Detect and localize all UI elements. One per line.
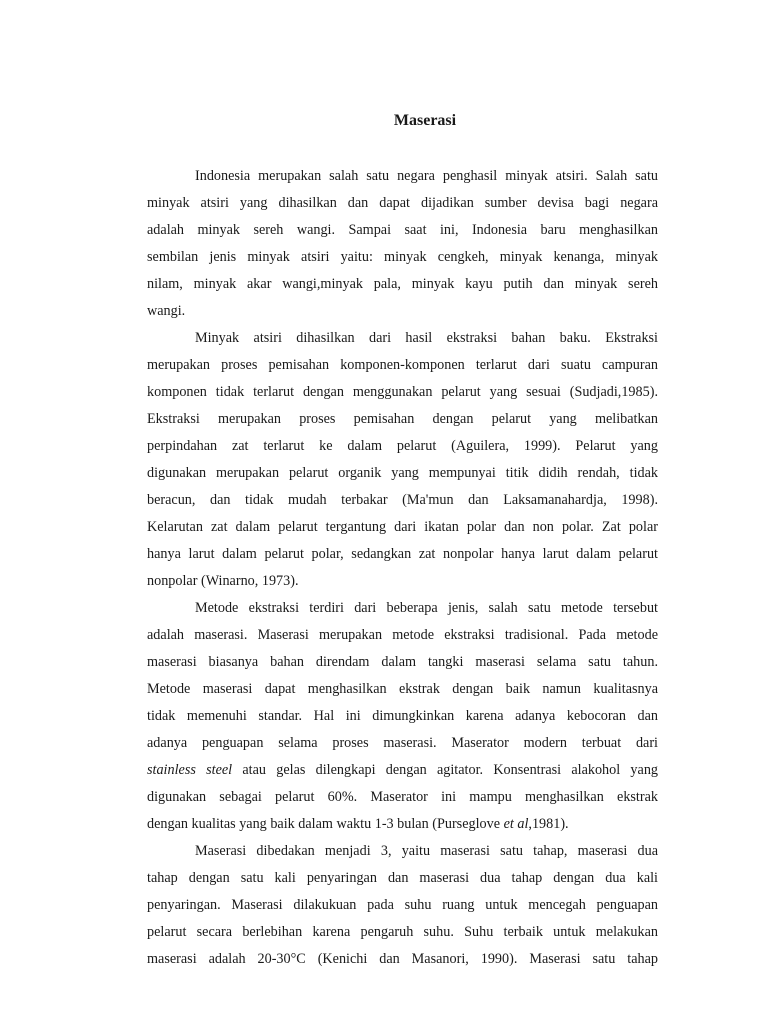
text-line: [147, 703, 658, 730]
line-text: atau gelas dilengkapi dengan agitator. Konsentrasi alakohol yang: [232, 762, 658, 778]
line-text: merupakan proses pemisahan komponen-komponen terlarut dari suatu campuran: [147, 357, 658, 373]
text-line: [147, 460, 658, 487]
text-line: [147, 568, 658, 595]
italic-term: et al: [503, 816, 529, 832]
line-text: perpindahan zat terlarut ke dalam pelarut (Aguilera, 1999). Pelarut yang: [147, 438, 658, 454]
line-text: dengan kualitas yang baik dalam waktu 1-3 bulan (Purseglove: [147, 816, 504, 832]
paragraph: [147, 325, 658, 595]
line-text: Indonesia merupakan salah satu negara penghasil minyak atsiri. Salah satu: [195, 168, 658, 184]
line-text: digunakan merupakan pelarut organik yang mempunyai titik didih rendah, tidak: [147, 465, 658, 481]
line-text: Metode maserasi dapat menghasilkan ekstrak dengan baik namun kualitasnya: [147, 681, 658, 697]
line-text: adalah maserasi. Maserasi merupakan metode ekstraksi tradisional. Pada metode: [147, 627, 658, 643]
paragraph: [147, 838, 658, 973]
text-line: [147, 298, 658, 325]
text-line: [147, 190, 658, 217]
text-line: [147, 730, 658, 757]
line-text: tidak memenuhi standar. Hal ini dimungkinkan karena adanya kebocoran dan: [147, 708, 658, 724]
line-text: adalah minyak sereh wangi. Sampai saat ini, Indonesia baru menghasilkan: [147, 222, 658, 238]
line-text: maserasi adalah 20-30°C (Kenichi dan Masanori, 1990). Maserasi satu tahap: [147, 951, 658, 967]
text-line: [147, 622, 658, 649]
text-line: [147, 433, 658, 460]
text-line: [147, 487, 658, 514]
text-line: [147, 514, 658, 541]
line-text: Kelarutan zat dalam pelarut tergantung dari ikatan polar dan non polar. Zat polar: [147, 519, 658, 535]
line-text: maserasi biasanya bahan direndam dalam tangki maserasi selama satu tahun.: [147, 654, 658, 670]
line-text: tahap dengan satu kali penyaringan dan maserasi dua tahap dengan dua kali: [147, 870, 658, 886]
line-text: pelarut secara berlebihan karena pengaruh suhu. Suhu terbaik untuk melakukan: [147, 924, 658, 940]
line-text: beracun, dan tidak mudah terbakar (Ma'mun dan Laksamanahardja, 1998).: [147, 492, 658, 508]
line-text: minyak atsiri yang dihasilkan dan dapat dijadikan sumber devisa bagi negara: [147, 195, 658, 211]
line-text: digunakan sebagai pelarut 60%. Maserator ini mampu menghasilkan ekstrak: [147, 789, 658, 805]
text-line: [147, 163, 658, 190]
text-line: [147, 352, 658, 379]
text-line: [147, 595, 658, 622]
line-text: ,1981).: [528, 816, 569, 832]
document-body: [147, 163, 658, 973]
line-text: sembilan jenis minyak atsiri yaitu: minyak cengkeh, minyak kenanga, minyak: [147, 249, 658, 265]
text-line: [147, 244, 658, 271]
text-line: [147, 379, 658, 406]
text-line: [147, 892, 658, 919]
text-line: [147, 757, 658, 784]
line-text: hanya larut dalam pelarut polar, sedangkan zat nonpolar hanya larut dalam pelarut: [147, 546, 658, 562]
paragraph: [147, 595, 658, 838]
line-text: wangi.: [147, 303, 186, 319]
line-text: komponen tidak terlarut dengan menggunakan pelarut yang sesuai (Sudjadi,1985).: [147, 384, 658, 400]
paragraph: [147, 163, 658, 325]
text-line: [147, 406, 658, 433]
text-line: [147, 784, 658, 811]
text-line: [147, 838, 658, 865]
line-text: Metode ekstraksi terdiri dari beberapa jenis, salah satu metode tersebut: [195, 600, 658, 616]
italic-term: stainless steel: [147, 762, 233, 778]
text-line: [147, 325, 658, 352]
page-title: Maserasi: [393, 112, 457, 129]
line-text: nonpolar (Winarno, 1973).: [147, 573, 299, 589]
text-line: [147, 541, 658, 568]
text-line: [147, 919, 658, 946]
line-text: nilam, minyak akar wangi,minyak pala, minyak kayu putih dan minyak sereh: [147, 276, 658, 292]
text-line: [147, 217, 658, 244]
line-text: adanya penguapan selama proses maserasi. Maserator modern terbuat dari: [147, 735, 658, 751]
text-line: [147, 865, 658, 892]
text-line: [147, 811, 658, 838]
text-line: [147, 946, 658, 973]
line-text: Ekstraksi merupakan proses pemisahan dengan pelarut yang melibatkan: [147, 411, 658, 427]
line-text: penyaringan. Maserasi dilakukuan pada suhu ruang untuk mencegah penguapan: [147, 897, 658, 913]
line-text: Minyak atsiri dihasilkan dari hasil ekstraksi bahan baku. Ekstraksi: [195, 330, 658, 346]
text-line: [147, 676, 658, 703]
text-line: [147, 649, 658, 676]
text-line: [147, 271, 658, 298]
line-text: Maserasi dibedakan menjadi 3, yaitu maserasi satu tahap, maserasi dua: [195, 843, 658, 859]
